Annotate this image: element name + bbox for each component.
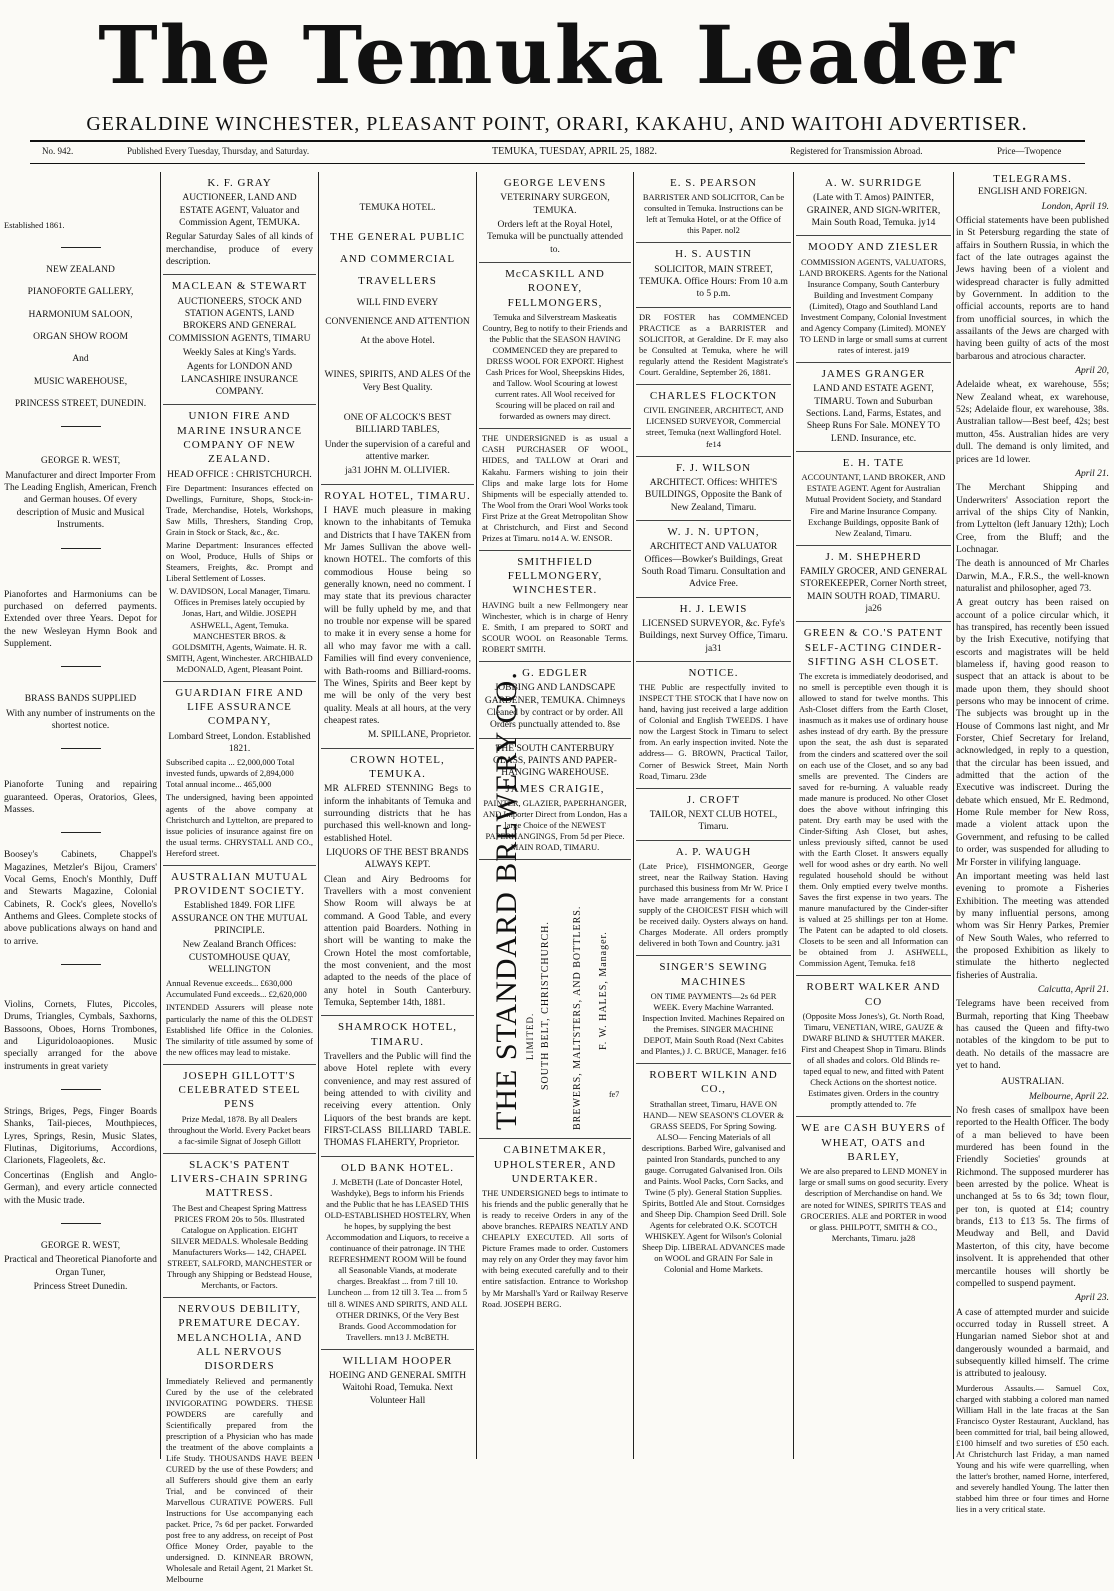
ad-austin — [636, 243, 791, 307]
ad-crown-hotel — [321, 749, 474, 1017]
dateline-item: April 20, — [1075, 366, 1109, 377]
section-heading: TELEGRAMS. — [993, 173, 1072, 185]
column-professionals — [636, 172, 791, 1459]
ad-body: SOLICITOR, MAIN STREET, TEMUKA. Office Hours: From 10 a.m to 5 p.m. — [639, 264, 788, 300]
ad-signature: ja31 JOHN M. OLLIVIER. — [345, 466, 450, 477]
issue-price: Price—Twopence — [997, 146, 1062, 156]
ad-body: Under the supervision of a careful and attentive marker. — [324, 439, 471, 463]
column-agents — [796, 172, 951, 1459]
ad-line: PIANOFORTE GALLERY, — [27, 287, 134, 298]
ad-heading: ROBERT WALKER AND CO — [806, 981, 941, 1008]
ad-body: ARCHITECT AND VALUATOR Offices—Bowker's Buildings, Great South Road Timaru. Consultation and Advice Free. — [641, 542, 786, 590]
ad-heading: AUSTRALIAN MUTUAL PROVIDENT SOCIETY. — [170, 870, 309, 898]
news-paragraph: The Merchant Shipping and Underwriters' Association report the arrival of the ships City of Nankin, from Lyttelton (left January 12th); Loch Cree, from the Bluff; and the Lochnagar. — [956, 483, 1109, 555]
ad-gillott-pens — [163, 1065, 316, 1154]
ad-body: THE Public are respectfully invited to INSPECT THE STOCK that I have now on hand, having just received a large addition of Colonial and English TWEEDS. I have now the Largest Stock in Timaru to select from. An early inspection invited. Note the address— G. BROWN, Practical Tailor, Corner of Beswick Street, Main North Road, Timaru. 23de — [639, 682, 788, 781]
ad-hooper-smith — [321, 1350, 474, 1413]
ad-heading: NOTICE. — [688, 666, 739, 679]
ad-heading: A. P. WAUGH — [675, 845, 752, 858]
ad-body: MR ALFRED STENNING Begs to inform the inhabitants of Temuka and surrounding districts that he has purchased this well-known and long-established Hotel. — [324, 784, 471, 844]
news-paragraph: No fresh cases of smallpox have been reported to the Health Officer. The body of a man believed to have been murdered has been found in the Friendly Societies' grounds at Richmond. The supposed murderer has been arrested by the police. Wheat is unchanged at 5s to 6s 3d; town flour, per ton, is quoted at £14; country brands, £13 to £13 5s. The firms of Meudway and Bell, and David Masterton, of this city, have become insolvent. It is apprehended that other mercantile houses will shortly be compelled to suspend payment. — [956, 1106, 1109, 1289]
ad-heading: K. F. GRAY — [207, 177, 272, 189]
ad-body: Strings, Briges, Pegs, Finger Boards Shanks, Tail-pieces, Mouthpieces, Lyres, Springs, Resin, Music Slates, Flutinas, Digitoriums, Accordions, Clarionets, Flageolets, &c. — [4, 1107, 157, 1167]
ad-heading: THE SOUTH CANTERBURY GLASS, PAINTS AND PAPER-HANGING WAREHOUSE. — [493, 743, 617, 779]
masthead-rule — [30, 140, 1085, 142]
ad-body: HEAD OFFICE : CHRISTCHURCH. — [167, 469, 312, 480]
ad-body: Established 1849. FOR LIFE ASSURANCE ON THE MUTUAL PRINCIPLE. — [171, 901, 308, 937]
ad-heading: GEORGE LEVENS — [503, 177, 607, 189]
ad-philpott-smith — [796, 1117, 951, 1249]
ad-shepherd — [796, 546, 951, 623]
ad-heading: H. J. LEWIS — [679, 602, 748, 615]
ad-heading: CROWN HOTEL, TEMUKA. — [350, 753, 445, 780]
ad-berg-cabinetmaker — [479, 1139, 631, 1315]
ad-address: Princess Street Dunedin. — [33, 1281, 128, 1292]
ad-heading: CABINETMAKER, UPHOLSTERER, AND UNDERTAKER. — [493, 1144, 617, 1185]
column-hotels — [321, 172, 474, 1459]
ad-nervous-debility — [163, 1298, 316, 1591]
ad-heading: SLACK'S PATENT LIVERS-CHAIN SPRING MATTRESS. — [170, 1158, 309, 1200]
dateline-item: April 21. — [1075, 468, 1109, 479]
ad-brown-notice — [636, 662, 791, 789]
ad-signature: M. SPILLANE, Proprietor. — [367, 730, 471, 741]
ad-heading: SINGER'S SEWING MACHINES — [659, 961, 768, 988]
ad-line: And — [72, 354, 89, 365]
ad-body: WILL FIND EVERY CONVENIENCE AND ATTENTION At the above Hotel. — [325, 298, 470, 347]
ad-heading: CHARLES FLOCKTON — [649, 390, 778, 403]
ad-body: BARRISTER AND SOLICITOR, Can be consulted in Temuka. Instructions can be left at Temuka Hotel, or at the Office of this Paper. nol2 — [642, 192, 785, 236]
ad-body: The Best and Cheapest Spring Mattress PRICES FROM 20s to 50s. Illustrated Catalogue on Application. EIGHT SILVER MEDALS. Wholesale Bedding Manufacturers Works— 142, CHAPEL STREET, SALFORD, MANCHESTER or Through any Shipping or Bedstead House, Merchants, or Factors. — [167, 1202, 312, 1290]
ad-heading: W. J. N. UPTON, — [667, 525, 760, 538]
ad-body: THE UNDERSIGNED begs to intimate to his friends and the public generally that he is ready to receive Orders in any of the above branches. REPAIRS NEATLY AND CHEAPLY EXECUTED. All sorts of Picture Frames made to order. Customers may rely on any Order they may favor him with being executed carefully and to their entire satisfaction. Entrance to Workshop by Mr Marshall's Yard or Railway Reserve Road. JOSEPH BERG. — [482, 1188, 628, 1309]
ad-body: COMMISSION AGENTS, VALUATORS, LAND BROKERS. Agents for the National Insurance Company, South Canterbury Building and Investment Company (Limited), Otago and Southland Land Investment Company, Colonial Investment and Agency Company (Limited). MONEY TO LEND in large or small sums at current rates of interest. ja19 — [799, 256, 948, 355]
ad-body: LICENSED SURVEYOR, &c. Fyfe's Buildings, next Survey Office, Timaru. ja31 — [639, 618, 788, 654]
ad-tate — [796, 452, 951, 546]
ad-body: Practical and Theoretical Pianoforte and Organ Tuner, — [4, 1255, 157, 1278]
news-paragraph: Official statements have been published in St Petersburg regarding the state of affairs in Southern Russia, in which the fact of the late outrages against the Jews having been of a violent and widespread character is fully admitted by Government. In addition to the official accounts, reports are to hand from unofficial sources, in which the assailants of the Jews are charged with having been guilty of acts of the most barbarous and atrocious character. — [956, 215, 1109, 362]
ad-body: I HAVE much pleasure in making known to the inhabitants of Temuka and Districts that I have TAKEN from Mr James Sullivan the above well-known HOTEL. The comforts of this commodious House being so generally known, need no comment. I may state that its previous character will be fully upheld by me, and that no trouble nor expense will be spared to make it in every sense a home for all who may favor me with a call. Families will find every convenience, with Bath-rooms and Billiard-rooms. The Wines, Spirits and Beer kept by me will be only of the very best quality. Meals at all hours, at the very cheapest rates. — [324, 506, 471, 726]
ad-granger — [796, 363, 951, 452]
issue-date: TEMUKA, TUESDAY, APRIL 25, 1882. — [492, 146, 658, 157]
column-divider — [633, 172, 634, 1459]
ad-body: Prize Medal, 1878. By all Dealers throughout the World. Every Packet bears a fac-simile Signat of Joseph Gillott — [168, 1113, 311, 1146]
divider — [61, 964, 101, 965]
ad-body: Strathallan street, Timaru, HAVE ON HAND— NEW SEASON'S CLOVER & GRASS SEEDS, For Spring Sowing. ALSO— Fencing Materials of all descriptions. Barbed Wire, galvanised and painted Iron Standards, punched to any gauge. Corrugated Galvanised Iron. Oils and Paints. Wool Packs, Corn Sacks, and Twine (5 ply). General Station Supplies. Spirits, Bottled Ale and Stout. Cornsidges and Sheep Dip. Champion Seed Drill. Sole Agents for celebrated O.K. SCOTCH WHISKEY. Agent for Wilson's Colonial Sheep Dip. LIBERAL ADVANCES made on WOOL and GRAIN For Sale in Colonial and Home Markets. — [640, 1098, 787, 1275]
ad-heading: E. H. TATE — [842, 457, 905, 470]
newspaper-subtitle: GERALDINE WINCHESTER, PLEASANT POINT, ORARI, KAKAHU, AND WAITOHI ADVERTISER. — [86, 113, 1028, 135]
ad-body: J. McBETH (Late of Doncaster Hotel, Washdyke), Begs to inform his Friends and the Public that he has LEASED THIS OLD-ESTABLISHED HOSTELRY, When he hopes, by supplying the best Accommodation and Liquors, to receive a continuance of their patronage. IN THE REFRESHMENT ROOM Will be found all Seasonable Viands, at moderate charges. Breakfast ... from 7 till 10. Luncheon ... from 12 till 3. Tea ... from 5 till 8. WINES AND SPIRITS, AND ALL OTHER DRINKS, Of the Very Best Brands. Good Accommodation for Travellers. mn13 J. McBETH. — [324, 1177, 471, 1342]
brewery-title: THE STANDARD BREWERY CO. — [490, 671, 523, 1131]
ad-body: Immediately Relieved and permanently Cured by the use of the celebrated INVIGORATING POWDERS. THESE POWDERS are carefully and Scientifically prepared from the prescription of a Physician who has made the treatment of the above complaints a Life Study. THOUSANDS HAVE BEEN CURED by the use of these Powders; and all Sufferers should give them an early Trial, and be convinced of their Marvellous CURATIVE POWERS. Full Instructions for Use accompanying each packet. Price, 7s 6d per packet. Forwarded post free to any address, on receipt of Post Office Money Order, payable to the undersigned. D. KINNEAR BROWN, Wholesale and Retail Agent, 21 Market St. Melbourne — [166, 1375, 313, 1585]
ad-body: We are also prepared to LEND MONEY in large or small sums on good security. Every description of Merchandise on hand. We are noted for WINES, SPIRITS TEAS and GROCERIES. ALE and PORTER in wood or glass. PHILPOTT, SMITH & CO., Merchants, Timaru. ja28 — [799, 1166, 948, 1243]
ad-heading: MACLEAN & STEWART — [171, 280, 308, 293]
ad-body: The excreta is immediately deodorised, and no smell is perceptible even though it is allowed to stand for twelve months. This Ash-Closet differs from the Earth Closet, inasmuch as it makes use of ordinary house ashes instead of dry earth. By the pressure upon the seat, the ash dust is separated from the cinders and scattered over the soil on each use of the Closet, and so any bad smells are prevented. The Cinders are saved for re-burning. A valuable ready made manure is produced. No other Closet does the above without infringing this patent. Dry earth may be used with the Cinder-Sifting Ash Closet, but ashes, unless previously sifted, cannot be used with the Earth Closet. It answers equally well for wood ashes or dry earth. No well regulated household should be without them. Only emptied every twelve months. Saves the first expense in two years. The manure manufactured by the Cinder-sifter is valued at 25 shillings per ton at Home. The Patent can be adapted to old closets. Closets to be seen and all Information can be obtained from J. ASHWELL, Commission Agent, Temuka. fe18 — [799, 671, 948, 969]
column-divider — [793, 172, 794, 1459]
ad-smithfield — [479, 551, 631, 662]
ad-heading: NERVOUS DEBILITY, PREMATURE DECAY. MELANCHOLIA, AND ALL NERVOUS DISORDERS — [176, 1303, 303, 1373]
established-line: Established 1861. — [4, 220, 65, 230]
news-paragraph: Adelaide wheat, ex warehouse, 55s; New Zealand wheat, ex warehouse, 52s; Adelaide flour, ex warehouse, 38s. Australian tallow—Best beef, 42s; best mutton, 45s. Australian hides are very dull. The demand is only limited, and prices are 1d lower. — [956, 380, 1109, 465]
ad-body: ON TIME PAYMENTS—2s 6d PER WEEK. Every Machine Warranted. Inspection Invited. Machines Repaired on the Premises. SINGER MACHINE DEPOT, Main South Road (Next Cabites and Plantes,) J. C. BRUCE, Manager. fe16 — [640, 990, 787, 1057]
ad-line: MUSIC WAREHOUSE, — [33, 376, 128, 387]
ad-body: Regular Saturday Sales of all kinds of merchandise, produce of every description. — [166, 232, 313, 268]
ad-body: Violins, Cornets, Flutes, Piccoles, Drums, Triangles, Cymbals, Saxhorns, Bassoons, Oboes, Horns Trombones, and Liguridoloaopiones. Music specially arranged for the above instruments in great variety — [4, 1000, 157, 1072]
ad-surridge — [796, 172, 951, 236]
music-warehouse-ad — [4, 264, 157, 410]
registration-note: Registered for Transmission Abroad. — [790, 146, 923, 156]
ad-maclean-stewart — [163, 275, 316, 405]
ad-code: fe7 — [609, 1090, 620, 1100]
ad-body: Agents for LONDON AND LANCASHIRE INSURANCE COMPANY. — [181, 362, 298, 398]
ad-heading: SHAMROCK HOTEL, TIMARU. — [338, 1021, 457, 1048]
ad-heading: ROBERT WILKIN AND CO., — [649, 1069, 778, 1096]
divider — [61, 832, 101, 833]
ad-heading: SMITHFIELD FELLMONGERY, WINCHESTER. — [507, 555, 603, 597]
divider — [61, 548, 101, 549]
ad-body: (Late Price), FISHMONGER, George street, near the Railway Station. Having purchased this business from Mr W. Price I have made arrangements for a constant supply of the CHOICEST FISH which will be received daily. Oysters always on hand. Charges Moderate. All orders promptly delivered in both Town and Country. ja31 — [639, 860, 788, 949]
dateline-item: London, April 19. — [1041, 201, 1109, 212]
divider — [61, 1089, 101, 1090]
ad-union-insurance — [163, 405, 316, 681]
ad-heading: WILLIAM HOOPER — [342, 1354, 453, 1367]
ad-body: Temuka and Silverstream Maskeatis Country, Beg to notify to their Friends and the Public that the SEASON HAVING COMMENCED they are prepared to DRESS WOOL FOR EXPORT. Highest Cash Prices for Wool, Sheepskins Hides, and Tallow. Wool Scouring at lowest current rates. All Wool received for Scouring will be placed on rail and forwarded as owners may direct. — [482, 311, 628, 422]
ad-waugh — [636, 841, 791, 957]
ad-heading: JOSEPH GILLOTT'S CELEBRATED STEEL PENS — [178, 1069, 301, 1111]
ad-heading: BRASS BANDS SUPPLIED — [24, 694, 137, 705]
ad-heading: McCASKILL AND ROONEY, FELLMONGERS, — [505, 268, 605, 309]
column-music-warehouse — [4, 172, 157, 1459]
ad-body: FAMILY GROCER, AND GENERAL STOREKEEPER, Corner North street, MAIN SOUTH ROAD, TIMARU. ja26 — [800, 566, 947, 614]
column-trades — [479, 172, 631, 1459]
ad-body: TAILOR, NEXT CLUB HOTEL, Timaru. — [649, 809, 778, 833]
ad-shamrock-hotel — [321, 1016, 474, 1156]
ad-body: ARCHITECT. Offices: WHITE'S BUILDINGS, Opposite the Bank of New Zealand, Timaru. — [645, 477, 782, 513]
advertiser-name: GEORGE R. WEST, — [40, 1240, 121, 1251]
ad-body: Travellers and the Public will find the above Hotel replete with every convenience, and may rest assured of being attended to with civility and receiving every attention. Only Liquors of the best brands are kept. FIRST-CLASS BILLIARD TABLE. THOMAS FLAHERTY, Proprietor. — [324, 1051, 471, 1149]
ad-line: ORGAN SHOW ROOM — [33, 332, 128, 343]
news-paragraph: The death is announced of Mr Charles Darwin, M.A., F.R.S., the well-known naturalist and philosopher, aged 73. — [956, 559, 1109, 594]
ad-body: DR FOSTER has COMMENCED PRACTICE as a BARRISTER and SOLICITOR, at Geraldine. Dr F. may also be Consulted at Temuka, where he will regularly attend the Resident Magistrate's Court. Geraldine, September 26, 1881. — [639, 311, 788, 378]
ad-wilkin — [636, 1064, 791, 1281]
dateline-item: Calcutta, April 21. — [1037, 984, 1109, 995]
ad-gray — [163, 172, 316, 275]
dateline — [42, 146, 1072, 160]
ad-body: PAINTER, GLAZIER, PAPERHANGER, AND Importer Direct from London, Has a large Choice of the NEWEST PAPERHANGINGS, From 5d per Piece. MAIN ROAD, TIMARU. — [482, 797, 628, 853]
section-subheading: ENGLISH AND FOREIGN. — [978, 187, 1087, 198]
ad-flockton — [636, 385, 791, 456]
ad-body: AUCTIONEER, LAND AND ESTATE AGENT, Valuator and Commission Agent, TEMUKA. — [179, 193, 300, 228]
news-paragraph: An important meeting was held last evening to promote a Fisheries Exhibition. The meeting was attended by many influential persons, among whom was Sir Henry Parkes, Premier of New South Wales, who referred to the proposed Exhibition as likely to stimulate the hitherto neglected fisheries of Australia. — [956, 871, 1109, 981]
dateline-item: Melbourne, April 22. — [1028, 1091, 1109, 1102]
ad-heading: TEMUKA HOTEL. — [359, 203, 436, 213]
ad-temuka-hotel — [321, 172, 474, 485]
column-telegrams — [956, 172, 1109, 1515]
ad-body: LAND AND ESTATE AGENT, TIMARU. Town and Suburban Sections. Land, Farms, Estates, and Sheep Runs For Sale. MONEY TO LEND. Insurance, etc. — [805, 384, 942, 444]
column-divider — [160, 172, 161, 1459]
ad-heading: G. EDGLER — [522, 666, 588, 679]
ad-singer — [636, 956, 791, 1064]
ad-foster — [636, 308, 791, 385]
ad-ash-closet — [796, 622, 951, 976]
ad-body: Lombard Street, London. Established 1821. — [168, 731, 311, 754]
brewery-trade: BREWERS, MALTSTERS, AND BOTTLERS. — [572, 905, 583, 1131]
divider — [61, 666, 101, 667]
ad-heading: JAMES CRAIGIE, — [505, 782, 605, 795]
ad-mccaskill-rooney — [479, 263, 631, 429]
ad-heading: WE are CASH BUYERS of WHEAT, OATS and BARLEY, — [801, 1122, 946, 1164]
ad-body: Manufacturer and direct Importer From The Leading English, American, French and German houses. Of every description of Music and Musical Instruments. — [4, 470, 157, 531]
news-paragraph: Telegrams have been received from Burmah, reporting that King Theebaw has caused the Queen and fifty-two notables of the kingdom to be put to death. No details of the massacre are yet to hand. — [956, 999, 1109, 1072]
divider — [61, 1223, 101, 1224]
ad-old-bank-hotel — [321, 1157, 474, 1350]
ad-body: INTENDED Assurers will please note particularly the name of this the OLDEST Established life Office in the Colonies. The similarity of title assumed by some of the new offices may lead to mistake. — [166, 1002, 313, 1057]
ad-ensor-wool — [479, 429, 631, 550]
column-divider — [318, 172, 319, 1459]
divider — [61, 748, 101, 749]
ad-body: Clean and Airy Bedrooms for Travellers with a most convenient Show Room will always be at command. A Good Table, and every attention paid Boarders. Nothing in short will be wanting to make the Crown Hotel the most comfortable, the most convenient, and the most adapted to the needs of the place of any hotel in South Canterbury. Temuka, September 14th, 1881. — [324, 874, 471, 1009]
ad-body: ONE OF ALCOCK'S BEST BILLIARD TABLES, — [343, 413, 452, 436]
column-insurance — [163, 172, 316, 1585]
ad-heading: ROYAL HOTEL, TIMARU. — [324, 489, 471, 502]
ad-lewis — [636, 598, 791, 662]
ad-body: Weekly Sales at King's Yards. — [182, 348, 297, 359]
ad-body: CIVIL ENGINEER, ARCHITECT, AND LICENSED SURVEYOR, Commercial street, Temuka (next Wallingford Hotel. fe14 — [643, 405, 784, 449]
ad-heading: A. W. SURRIDGE — [824, 177, 923, 189]
publication-schedule: Published Every Tuesday, Thursday, and Saturday. — [127, 146, 310, 156]
section-subheading: AUSTRALIAN. — [1000, 1077, 1065, 1088]
ad-heading: UNION FIRE AND MARINE INSURANCE COMPANY OF NEW ZEALAND. — [176, 410, 303, 466]
ad-body: AUCTIONEERS, STOCK AND STATION AGENTS, LAND BROKERS AND GENERAL COMMISSION AGENTS, TIMARU — [168, 296, 311, 344]
issue-number: No. 942. — [42, 146, 74, 156]
ad-heading: GUARDIAN FIRE AND LIFE ASSURANCE COMPANY, — [175, 686, 304, 728]
ad-body: Subscribed capita ... £2,000,000 Total invested funds, upwards of 2,894,000 Total annual income... 465,000 — [166, 757, 295, 790]
ad-royal-hotel — [321, 485, 474, 749]
ad-body: LIQUORS OF THE BEST BRANDS ALWAYS KEPT. — [326, 847, 469, 871]
ad-heading: JAMES GRANGER — [821, 368, 926, 381]
column-divider — [476, 172, 477, 1459]
ad-body: Pianofortes and Harmoniums can be purchased on deferred payments. Extended over three Years. Depot for the new Wesleyan Hymn Book and Supplement. — [4, 589, 157, 649]
news-paragraph: A great outcry has been raised on account of a police circular which, it has transpired, has recently been issued by the Irish Executive, notifying that escorts and magistrates will be held blameless if, having good reason to suspect that an attack is about to be made upon them, they should shoot persons who may be innocent of crime. The subjects was brought up in the House of Commons last night, and Mr Forster, Chief Secretary for Ireland, acknowledged, in reply to a question, that the circular has been issued, and admitted that the action of the Executive was indiscreet. During the debate which ensued, Mr E. Redmond, Home Rule member for New Ross, made a violent attack upon the Government, and refusing to be called to order, was suspended for alluding to Mr Forster in vilifying language. — [956, 598, 1109, 868]
brewery-limited: LIMITED. — [525, 1012, 535, 1061]
ad-amp-society — [163, 866, 316, 1065]
dateline-rule — [30, 163, 1085, 164]
ad-body: Marine Department: Insurances effected on Wool, Produce, Hulls of Ships or Steamers, Freights, &c. Prompt and Liberal Settlement of Losses. — [166, 540, 313, 584]
ad-body: HOEING AND GENERAL SMITH Waitohi Road, Temuka. Next Volunteer Hall — [328, 1371, 467, 1406]
ad-body: New Zealand Branch Offices: CUSTOMHOUSE QUAY, WELLINGTON — [182, 940, 297, 976]
masthead — [0, 0, 1114, 110]
ad-body: VETERINARY SURGEON, TEMUKA. — [500, 193, 610, 216]
ad-heading: E. S. PEARSON — [670, 177, 757, 189]
ad-body: Fire Department: Insurances effected on Dwellings, Furniture, Shops, Stock-in-Trade, Merchandise, Hotels, Workshops, Saw Mills, Threshers, Standing Crop, Grain in Stock or Stack, &c., &c. — [166, 482, 313, 538]
ad-slack-mattress — [163, 1154, 316, 1298]
ad-heading: GREEN & CO.'S PATENT SELF-ACTING CINDER-SIFTING ASH CLOSET. — [803, 627, 944, 668]
ad-body: The undersigned, having been appointed agents of the above company at Christchurch and Lyttelton, are prepared to issue policies of insurance against fire on the usual terms. CHRYSTALL AND CO., Hereford street. — [166, 792, 313, 858]
ad-body: (Opposite Moss Jones's), Gt. North Road, Timaru, VENETIAN, WIRE, GAUZE & DWARF BLIND & SHUTTER MAKER. First and Cheapest Shop in Timaru. Blinds of all shades and colors. Old Blinds re-taped equal to new, and fitted with Patent Check Actions on the shortest notice. Estimates given. Orders in the country promptly attended to. 7fe — [801, 1011, 946, 1110]
divider — [61, 426, 101, 427]
newspaper-title: The Temuka Leader — [98, 8, 1016, 102]
ad-wilson — [636, 457, 791, 521]
column-divider — [953, 172, 954, 1459]
ad-body: JOBBING AND LANDSCAPE GARDENER, TEMUKA. Chimneys Cleaned by contract or by order. All Orders punctually attended to. 8se — [484, 683, 626, 731]
brewery-address: SOUTH BELT, CHRISTCHURCH. — [540, 921, 551, 1091]
ad-body: Orders left at the Royal Hotel, Temuka will be punctually attended to. — [487, 219, 623, 255]
dateline-item: April 23. — [1075, 1293, 1109, 1304]
brewery-manager: F. W. HALES, Manager. — [598, 931, 609, 1051]
ad-line: HARMONIUM SALOON, — [28, 309, 133, 320]
ad-heading: J. CROFT — [686, 793, 741, 806]
ad-line: PRINCESS STREET, DUNEDIN. — [14, 399, 147, 410]
ad-body: With any number of instruments on the shortest notice. — [6, 708, 155, 731]
news-paragraph: A case of attempted murder and suicide occurred today in Russell street. A Hungarian named Siebor shot at and dangerously wounded a barmaid, and subsequently killed himself. The crime is attributed to jealousy. — [956, 1307, 1109, 1380]
ad-heading: F. J. WILSON — [675, 461, 752, 474]
ad-croft — [636, 789, 791, 841]
ad-heading: OLD BANK HOTEL. — [340, 1161, 455, 1174]
ad-body: (Late with T. Amos) PAINTER, GRAINER, AND SIGN-WRITER, Main South Road, Temuka. jy14 — [806, 193, 941, 228]
news-paragraph: Murderous Assaults.— Samuel Cox, charged with stabbing a colored man named William Hall in the late fracas at the San Francisco Oyster Restaurant, Auckland, has been committed for trial, bail being allowed, £100 himself and two sureties of £50 each. At Christchurch last Friday, a man named Young and his wife were quarrelling, when the latter's brother, named Horne, interfered, and severely handled Young. The latter then stabbed him three or four times and Horne lies in a very critical state. — [956, 1382, 1109, 1515]
ad-heading: H. S. AUSTIN — [675, 248, 752, 261]
ad-line: NEW ZEALAND — [46, 265, 115, 276]
ad-body: ACCOUNTANT, LAND BROKER, AND ESTATE AGENT. Agent for Australian Mutual Provident Society, and Standard Fire and Marine Insurance Company. Exchange Buildings, opposite Bank of New Zealand, Timaru. — [801, 472, 946, 538]
ad-body: W. DAVIDSON, Local Manager, Timaru. Offices in Premises lately occupied by Jonas, Hart, and Wildie. JOSEPH ASHWELL, Agent, Temuka. MANCHESTER BROS. & GOLDSMITH, Agents, Waimate. H. R. SMITH, Agent, Winchester. ARCHIBALD McDONALD, Agent, Pleasant Point. — [166, 586, 313, 674]
ad-body: HAVING built a new Fellmongery near Winchester, which is in charge of Henry E. Smith, I am prepared to SORT and SCOUR WOOL on Reasonable Terms. ROBERT SMITH. — [482, 599, 628, 654]
ad-body: Annual Revenue exceeds... £630,000 Accumulated Fund exceeds... £2,620,000 — [166, 978, 307, 1000]
ad-pearson — [636, 172, 791, 243]
ad-walker-blinds — [796, 976, 951, 1117]
ad-body: Boosey's Cabinets, Chappel's Magazines, Metzler's Bijou, Cramers' Vocal Gems, Enoch's Monthly, Duff and Stewarts Magazine, Colonial Cabinets, R. Cock's glees, Novello's Anthems and Glees. Complete stocks of above publications always on hand and to arrive. — [4, 850, 157, 947]
ad-upton — [636, 521, 791, 598]
ad-heading: MOODY AND ZIESLER — [808, 241, 939, 254]
ad-body: WINES, SPIRITS, AND ALES Of the Very Best Quality. — [324, 370, 471, 393]
divider — [61, 247, 101, 248]
advertiser-name: GEORGE R. WEST, — [40, 456, 121, 467]
ad-moody-ziesler — [796, 236, 951, 363]
ad-body: Concertinas (English and Anglo-German), and every article connected with the Music trade. — [4, 1170, 157, 1206]
ad-heading: THE GENERAL PUBLIC AND COMMERCIAL TRAVELLERS — [330, 231, 465, 288]
ad-body: Pianoforte Tuning and repairing guaranteed. Operas, Oratorios, Glees, Masses. — [4, 780, 157, 815]
ad-levens-vet — [479, 172, 631, 263]
ad-guardian — [163, 682, 316, 866]
ad-body: THE UNDERSIGNED is as usual a CASH PURCHASER OF WOOL, HIDES, and TALLOW at Orari and Kakahu. Farmers wishing to join their Clips and make large lots for Home Shipments will be especially attended to. The Wool from the Orari Wool Works took First Prize at the Great Metropolitan Show at Christchurch, and First and Second Prizes at Timaru. no14 A. W. ENSOR. — [482, 433, 628, 543]
ad-heading: J. M. SHEPHERD — [825, 550, 922, 563]
